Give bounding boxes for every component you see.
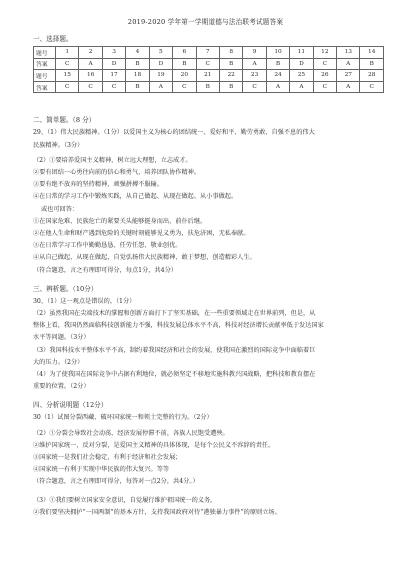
table-cell: B xyxy=(219,58,242,70)
table-cell: C xyxy=(313,81,336,93)
answer-line: （符合题意，言之有理即可得分，每答对一点2分，共4分。） xyxy=(33,478,199,486)
answer-line: 30、（1）这一观点是错误的。（1分） xyxy=(33,297,136,305)
table-cell: 14 xyxy=(360,47,384,59)
document-title: 2019-2020 学年第一学期道德与法治联考试题答案 xyxy=(127,18,284,26)
answer-line: ④国家统一有利于实现中华民族的伟大复兴。等等 xyxy=(33,466,170,474)
table-row xyxy=(34,70,384,82)
table-cell: 6 xyxy=(173,47,196,59)
table-cell: A xyxy=(243,58,266,70)
table-cell: 13 xyxy=(337,47,360,59)
table-cell: D xyxy=(149,58,172,70)
table-cell: 21 xyxy=(196,70,219,82)
answer-line: 或也可回答： xyxy=(41,205,79,213)
table-cell: A xyxy=(79,58,102,70)
table-cell: C xyxy=(173,81,196,93)
table-row-header: 题号 xyxy=(34,47,56,59)
table-row-header: 答案 xyxy=(34,58,56,70)
section-analysis-explain-heading: 四、分析说明题（12分） xyxy=(33,401,108,410)
answer-line: ①在国家危难、民族危亡的紧要关头能够挺身而出，前仆后继。 xyxy=(33,217,207,225)
answer-line: 29、（1）伟大民族精神。（1分）以爱国主义为核心的团结统一、爱好和平、勤劳勇敢、自强不息的伟大 xyxy=(33,129,315,137)
table-cell: C xyxy=(196,58,219,70)
section-choice-heading: 一、选择题。 xyxy=(33,35,73,43)
answer-line: ③要有绝不放弃的坚持精神，顽强拼搏不服输。 xyxy=(33,181,163,189)
answer-line: ③国家统一是我们社会稳定，有利于经济和社会发展； xyxy=(33,454,182,462)
question-30b-block xyxy=(33,412,378,519)
table-cell: 25 xyxy=(290,70,313,82)
table-cell: C xyxy=(360,81,384,93)
section-short-answer-heading: 二、简单题。（8 分） xyxy=(33,116,96,125)
answer-line: ②维护国家统一，反对分裂，是爱国主义精神的具体体现，是每个公民义不容辞的责任。 xyxy=(33,441,275,449)
answer-line: （3）我国科技水平整体水平不高，制约着我国经济和社会的发展，使我国在激烈的国际竞争中面临着巨 xyxy=(33,346,316,354)
table-cell: A xyxy=(266,81,289,93)
table-cell: C xyxy=(56,58,79,70)
table-cell: 5 xyxy=(149,47,172,59)
answer-line: 重要的位置。（2分） xyxy=(33,383,90,391)
answer-line: 水平等问题。（3分） xyxy=(33,334,90,342)
table-cell: B xyxy=(360,58,384,70)
answer-line: 大的压力。（2分） xyxy=(33,358,84,366)
answer-line: 整体上看，我国仍然面临科技创新能力不强，科技发展总体水平不高，科技对经济增长贡献率低于发达国家 xyxy=(33,322,324,330)
table-cell: 24 xyxy=(266,70,289,82)
table-row xyxy=(34,81,384,93)
table-cell: 18 xyxy=(126,70,149,82)
answer-line: 民族精神。（3分） xyxy=(33,141,84,149)
table-cell: 17 xyxy=(102,70,125,82)
table-cell: B xyxy=(266,58,289,70)
table-cell: 11 xyxy=(290,47,313,59)
table-cell: 27 xyxy=(337,70,360,82)
table-cell: B xyxy=(196,81,219,93)
table-row xyxy=(34,47,384,59)
answer-line: （2）虽然我国在尖端技术的掌握和创新方面打下了坚实基础，在一些重要领域走在世界前列，但是，从 xyxy=(33,310,316,318)
answer-line: ②我们要坚决拥护“一国两制”的基本方针，支持我国政府对待“港独暴力事件”的原则立场。 xyxy=(33,508,281,516)
table-cell: C xyxy=(243,81,266,93)
table-cell: 3 xyxy=(102,47,125,59)
table-cell: 7 xyxy=(196,47,219,59)
answer-line: ②在他人生命和财产遇到危险的关键时刻能够见义勇为，扶危济困，无私奉献。 xyxy=(33,230,250,237)
answer-line: （3）①我们要树立国家安全意识，自觉履行维护祖国统一的义务。 xyxy=(33,496,217,504)
answer-line: （2）①分裂会导致社会动荡，经济发展停滞不前，各族人民饱受遭殃。 xyxy=(33,429,229,437)
table-cell: B xyxy=(126,81,149,93)
question-30-block xyxy=(33,296,378,394)
table-cell: B xyxy=(219,81,242,93)
table-cell: C xyxy=(79,81,102,93)
table-cell: 9 xyxy=(243,47,266,59)
table-cell: B xyxy=(126,58,149,70)
table-cell: 23 xyxy=(243,70,266,82)
table-cell: D xyxy=(102,58,125,70)
question-29-block xyxy=(33,127,378,276)
table-cell: C xyxy=(102,81,125,93)
answer-line: 30（1）试图分裂西藏、破坏国家统一和领土完整的行为。（2分） xyxy=(33,414,213,422)
table-cell: 4 xyxy=(126,47,149,59)
table-cell: B xyxy=(173,58,196,70)
answer-line: ②要有团结一心勇往向前的信心和勇气，培养团队协作精神。 xyxy=(33,168,201,176)
table-cell: 19 xyxy=(149,70,172,82)
table-cell: A xyxy=(337,58,360,70)
table-cell: C xyxy=(313,58,336,70)
table-cell: 15 xyxy=(56,70,79,82)
table-cell: 2 xyxy=(79,47,102,59)
table-row-header: 答案 xyxy=(34,81,56,93)
table-cell: A xyxy=(337,81,360,93)
table-cell: 12 xyxy=(313,47,336,59)
answer-line: ③在日常学习工作中勤勤恳恳、任劳任怨、敬业创优。 xyxy=(33,242,182,250)
table-row-header: 题号 xyxy=(34,70,56,82)
table-cell: 26 xyxy=(313,70,336,82)
answer-line: ④在日常的学习工作中锻炼实践，从自己做起、从现在做起、从小事做起。 xyxy=(33,193,238,201)
section-analysis-heading: 三、辨析题。（10分） xyxy=(33,284,98,293)
table-cell: A xyxy=(149,81,172,93)
table-cell: 22 xyxy=(219,70,242,82)
table-cell: 28 xyxy=(360,70,384,82)
table-cell: 8 xyxy=(219,47,242,59)
table-cell: D xyxy=(290,58,313,70)
table-cell: 16 xyxy=(79,70,102,82)
table-cell: 1 xyxy=(56,47,79,59)
answer-line: （符合题意，言之有理即可得分，每点1分，共4分） xyxy=(33,266,177,274)
answer-line: （4）为了使我国在国际竞争中占据有利地位，就必须坚定不移地实施科教兴国战略，把科技和教育摆在 xyxy=(33,371,316,379)
table-row xyxy=(34,58,384,70)
table-cell: 10 xyxy=(266,47,289,59)
answer-line: （2）①要培养爱国主义精神，树立远大理想，立志成才。 xyxy=(33,156,192,164)
table-cell: C xyxy=(56,81,79,93)
answer-line: ④从自己做起，从现在做起，自觉弘扬伟大民族精神，敢于梦想，创造精彩人生。 xyxy=(33,254,256,262)
table-cell: A xyxy=(290,81,313,93)
table-cell: 20 xyxy=(173,70,196,82)
answer-table xyxy=(33,46,384,93)
